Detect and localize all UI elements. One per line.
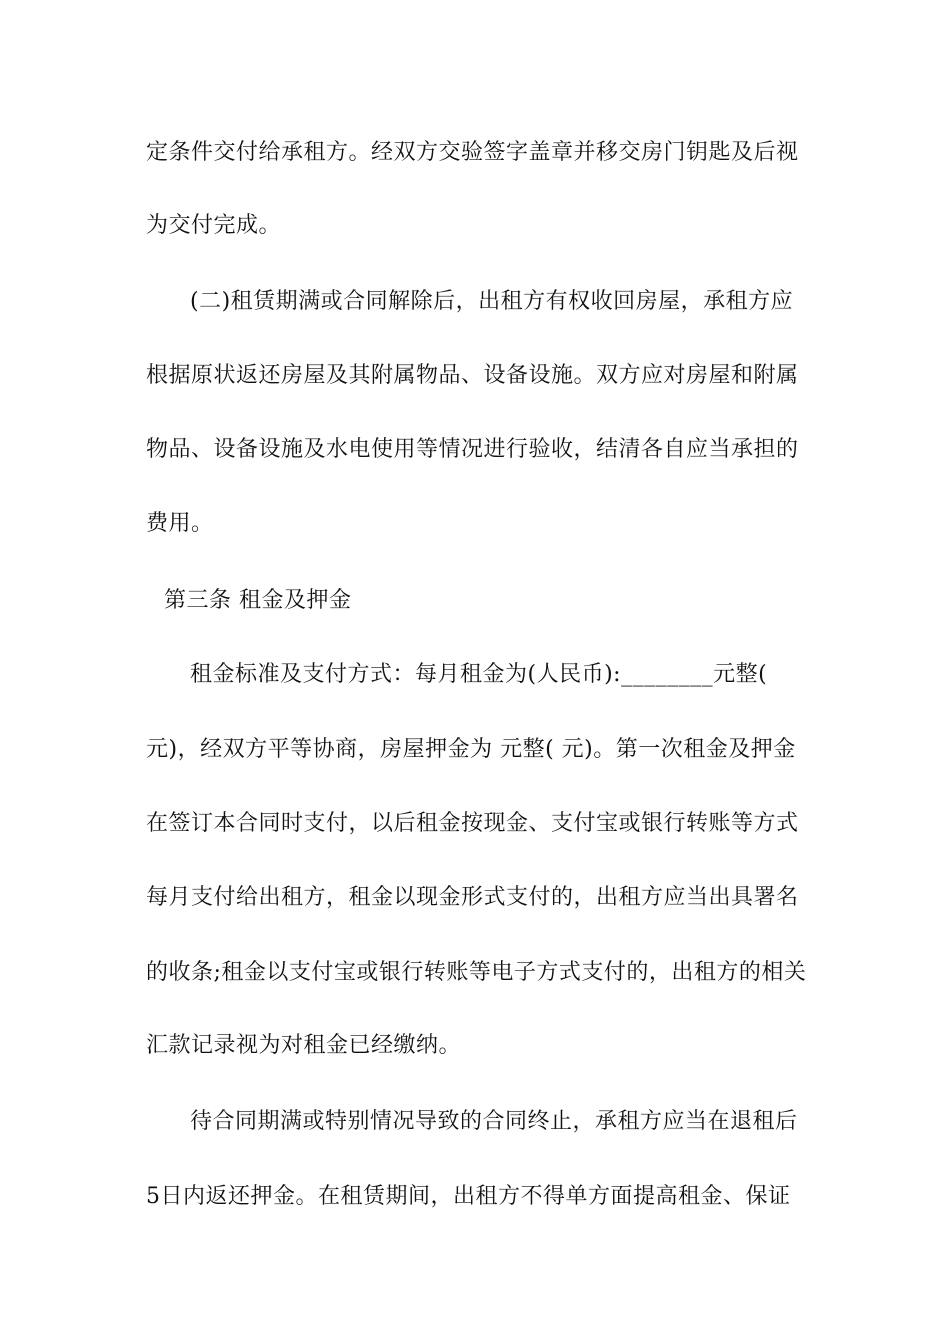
paragraph-start-line: 租金标准及支付方式：每月租金为(人民币):________元整( — [190, 662, 768, 687]
text-line: 每月支付给出租方，租金以现金形式支付的，出租方应当出具署名 — [146, 885, 799, 910]
text-line: 根据原状返还房屋及其附属物品、设备设施。双方应对房屋和附属 — [146, 363, 799, 388]
text-line: 5日内返还押金。在租赁期间，出租方不得单方面提高租金、保证 — [146, 1184, 791, 1209]
text-line: 费用。 — [146, 511, 214, 536]
text-line: 物品、设备设施及水电使用等情况进行验收，结清各自应当承担的 — [146, 437, 799, 462]
text-line: 汇款记录视为对租金已经缴纳。 — [146, 1033, 462, 1058]
text-line: 在签订本合同时支付，以后租金按现金、支付宝或银行转账等方式 — [146, 811, 799, 836]
paragraph-start-line: 待合同期满或特别情况导致的合同终止，承租方应当在退租后 — [190, 1109, 798, 1134]
text-line: 定条件交付给承租方。经双方交验签字盖章并移交房门钥匙及后视 — [146, 140, 799, 165]
text-line: 元)，经双方平等协商，房屋押金为 元整( 元)。第一次租金及押金 — [146, 737, 796, 762]
text-line: 的收条;租金以支付宝或银行转账等电子方式支付的，出租方的相关 — [146, 960, 807, 985]
paragraph-start-line: (二)租赁期满或合同解除后，出租方有权收回房屋，承租方应 — [190, 289, 794, 314]
section-heading: 第三条 租金及押金 — [164, 588, 352, 613]
text-line: 为交付完成。 — [146, 213, 282, 238]
